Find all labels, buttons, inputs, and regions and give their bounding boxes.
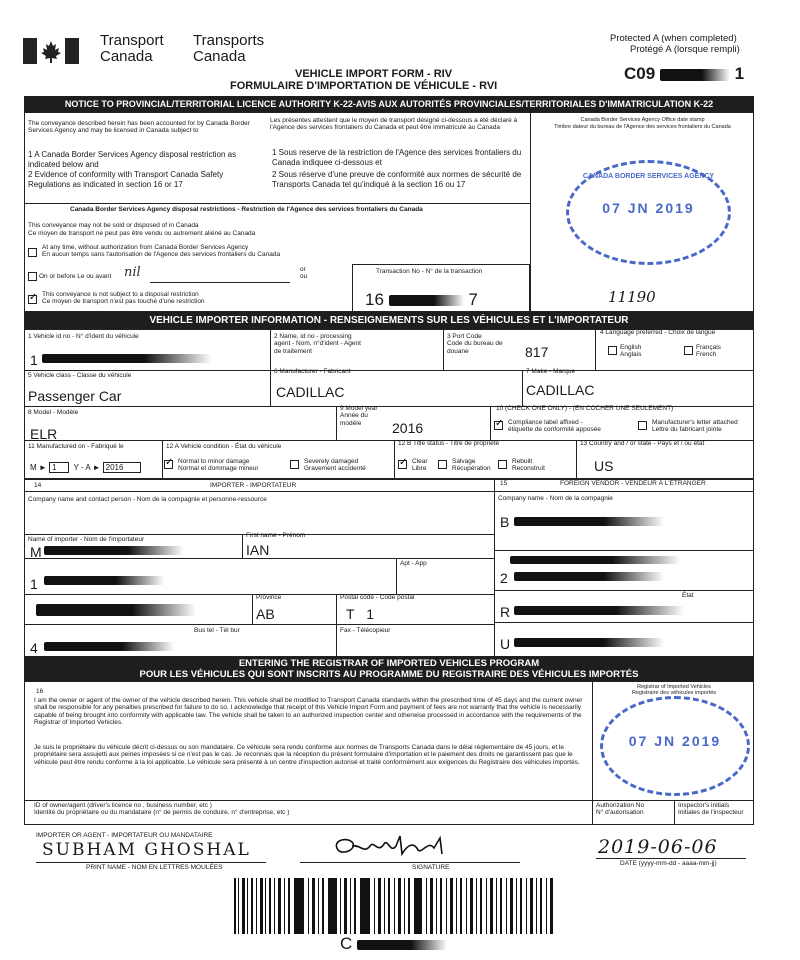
notice-title-bar: NOTICE TO PROVINCIAL/TERRITORIAL LICENCE AUTHORITY K-22-AVIS AUX AUTORITÉS PROVINCIALES/TERRITORIALES D'IMMATRICULATION K-22 bbox=[24, 96, 754, 112]
english-checkbox[interactable] bbox=[608, 346, 617, 355]
notice-item2-en: 2 Evidence of conformity with Transport Canada Safety Regulations as indicated in section 16 or 17 bbox=[28, 170, 224, 189]
model-value: ELR bbox=[30, 426, 58, 442]
year-label: Y - A bbox=[73, 463, 91, 472]
vendor-title: FOREIGN VENDOR - VENDEUR À L'ÉTRANGER bbox=[560, 480, 706, 487]
compliance-label: Compliance label affixed - étiquette de conformité apposée bbox=[508, 419, 601, 434]
postal-label: Postal code - Code postal bbox=[340, 594, 415, 601]
importer-agent-label: IMPORTER OR AGENT - IMPORTATEUR OU MANDATAIRE bbox=[36, 832, 213, 839]
model-year-label: 9 Model year Année du modèle bbox=[340, 405, 378, 427]
manufactured-label: 11 Manufactured on - Fabriqué le bbox=[28, 443, 124, 450]
manufacturer-label: 6 Manufacturer - Fabricant bbox=[274, 368, 351, 375]
notice-item1-fr: 1 Sous reserve de la restriction de l'Agence des services frontaliers du Canada indiquee ci-dessous et bbox=[272, 148, 522, 167]
manufactured-date: M ► 1 Y - A ► 2016 bbox=[30, 462, 141, 473]
protected-en: Protected A (when completed) bbox=[610, 33, 737, 44]
vin-value: 1 bbox=[30, 352, 38, 368]
no-restriction-en: This conveyance is not subject to a disposal restriction bbox=[42, 291, 199, 298]
restriction-option-none[interactable] bbox=[28, 291, 205, 306]
vendor-num: 15 bbox=[500, 480, 508, 487]
company-label: Company name and contact person - Nom de la compagnie et personne-ressource bbox=[28, 496, 267, 503]
cbsa-stamp-agency: CANADA BORDER SERVICES AGENCY bbox=[582, 173, 715, 180]
agent-label: 2 Name, id no - processing agent - Nom, n°d'ident - Agent de traitement bbox=[274, 333, 361, 355]
lang-french-option[interactable] bbox=[696, 344, 721, 359]
handwritten-code: 11190 bbox=[608, 288, 656, 306]
vendor-company-value: B bbox=[500, 514, 510, 530]
anytime-fr: En aucun temps sans l'autorisation de l'Agence des services frontaliers du Canada bbox=[42, 251, 281, 259]
vehicle-section-bar: VEHICLE IMPORTER INFORMATION - RENSEIGNEMENTS SUR LES VÉHICULES ET L'IMPORTATEUR bbox=[24, 312, 754, 329]
cbsa-stamp-date: 07 JN 2019 bbox=[602, 200, 695, 216]
print-name-label: PRINT NAME - NOM EN LETTRES MOULÉES bbox=[86, 864, 223, 871]
registrar-title-en: ENTERING THE REGISTRAR OF IMPORTED VEHICLES PROGRAM bbox=[238, 658, 540, 669]
cbsa-date-stamp bbox=[566, 160, 731, 265]
compliance-option[interactable] bbox=[508, 419, 601, 434]
canada-flag-logo bbox=[23, 38, 79, 64]
cond-normal-label: Normal to minor damage Normal et dommage mineur bbox=[178, 458, 259, 473]
before-label: On or before Le ou avant bbox=[39, 273, 112, 281]
protected-fr: Protégé A (lorsque rempli) bbox=[630, 44, 740, 55]
authorization-label: Authorization No N° d'autorisation bbox=[596, 802, 645, 817]
country-label: 13 Country and / or state - Pays et / ou état bbox=[580, 440, 705, 447]
form-title-fr: FORMULAIRE D'IMPORTATION DE VÉHICULE - RVI bbox=[230, 80, 498, 92]
mfr-letter-option[interactable] bbox=[652, 419, 738, 434]
last-name-label: Name of importer - Nom de l'importateur bbox=[28, 536, 145, 543]
vendor-city-value: R bbox=[500, 604, 511, 620]
french-label: Français French bbox=[696, 344, 721, 359]
make-label: 7 Make - Marque bbox=[526, 368, 576, 375]
class-label: 5 Vehicle class - Classe du véhicule bbox=[28, 372, 132, 379]
signature-image bbox=[330, 832, 450, 862]
form-number: C09 1 bbox=[624, 64, 745, 83]
english-label: English Anglais bbox=[620, 344, 642, 359]
province-label: Province bbox=[256, 594, 282, 601]
transaction-label: Transaction No - N° de la transaction bbox=[376, 268, 483, 275]
title-clear-label: Clear Libre bbox=[412, 458, 428, 473]
notice-text-en: The conveyance described herein has been accounted for by Canada Border Services Agency and may be licensed in Canada subject to bbox=[28, 120, 250, 135]
language-label: 4 Language preferred - Choix de langue bbox=[600, 329, 716, 336]
riv-stamp-label: Registrar of Imported Vehicles Registraire des véhicules importés bbox=[631, 684, 717, 696]
registrar-num: 16 bbox=[36, 688, 44, 695]
registrar-text-fr: Je suis le propriétaire du véhicule décrit ci-dessus ou son mandataire. Ce véhicule sera rendu conforme aux normes de Transports Canada dans le délai réglementaire de 45 jours, et le propriétaire sera assujetti aux peines imposées si ce n'est pas le cas. Je reconnais que la réception du présent formulaire d'importation et le paiement des droits ne garantissent pas que le véhicule peut être rendu conforme à la loi applicable. Le véhicule sera présenté à un centre d'inspection autorisé et traité conformément aux exigences du Registraire des véhicules importés. bbox=[34, 744, 580, 766]
province-value: AB bbox=[256, 606, 275, 622]
month-label: M bbox=[30, 463, 37, 472]
postal-value: T 1 bbox=[346, 606, 378, 622]
anytime-en: At any time, without authorization from Canada Border Services Agency bbox=[42, 244, 249, 251]
barcode bbox=[234, 878, 554, 934]
cbsa-stamp-label: Canada Border Services Agency Office date stamp Timbre dateur du bureau de l'Agence des services frontaliers du Canada bbox=[554, 117, 731, 130]
vendor-state-label: État bbox=[682, 592, 694, 599]
fax-label: Fax - Télécopieur bbox=[340, 627, 391, 634]
riv-date-stamp bbox=[600, 696, 750, 796]
registrar-text-en: I am the owner or agent of the owner of the vehicle described herein. This vehicle shall be modified to Transport Canada standards within the prescribed time of 45 days and the current owner shall be responsible for any penalties prescribed for failure to do so. I acknowledge that receipt of this Vehicle Import Form and payment of fees are not warranty that the vehicle is necessarily capable of being brought into conformity with applicable law. The vehicle shall be taken to an authorized inspection center and otherwise processed in accordance with the requirements of the Registrar of Imported Vehicles. bbox=[34, 697, 583, 727]
port-value: 817 bbox=[525, 344, 549, 360]
title-rebuilt-checkbox[interactable] bbox=[498, 460, 507, 469]
title-salvage-option[interactable] bbox=[452, 458, 491, 473]
title-rebuilt-label: Rebuilt Reconstruit bbox=[512, 458, 545, 473]
restrictions-line-fr: Ce moyen de transport ne peut pas être vendu ou autrement aliéné au Canada bbox=[28, 230, 256, 237]
form-title-en: VEHICLE IMPORT FORM - RIV bbox=[295, 68, 453, 80]
mfr-letter-checkbox[interactable] bbox=[638, 421, 647, 430]
importer-title: IMPORTER - IMPORTATEUR bbox=[210, 482, 297, 489]
title-salvage-checkbox[interactable] bbox=[438, 460, 447, 469]
restrictions-line-en: This conveyance may not be sold or disposed of in Canada bbox=[28, 222, 199, 229]
first-name-value: IAN bbox=[246, 542, 270, 558]
cond-normal-option[interactable] bbox=[178, 458, 259, 473]
cond-severe-label: Severely damaged Gravement accidenté bbox=[304, 458, 366, 473]
transaction-value: 16 7 bbox=[365, 290, 478, 309]
check-one-label: 10 (CHECK ONE ONLY) - (EN COCHER UNE SEULEMENT) bbox=[496, 405, 674, 412]
date-label: DATE (yyyy-mm-dd - aaaa-mm-jj) bbox=[620, 860, 717, 867]
importer-num: 14 bbox=[34, 482, 42, 489]
vin-label: 1 Vehicle id no - N° d'ident du véhicule bbox=[28, 333, 139, 340]
before-checkbox[interactable] bbox=[28, 272, 37, 281]
restrictions-title: Canada Border Services Agency disposal restrictions - Restriction de l'Agence des services frontaliers du Canada bbox=[70, 206, 423, 213]
title-clear-checkbox[interactable] bbox=[398, 460, 407, 469]
french-checkbox[interactable] bbox=[684, 346, 693, 355]
cond-severe-option[interactable] bbox=[304, 458, 366, 473]
notice-item1-en: 1 A Canada Border Services Agency disposal restriction as indicated below and bbox=[28, 150, 237, 169]
model-label: 8 Model - Modèle bbox=[28, 409, 79, 416]
owner-id-label: ID of owner/agent (driver's licence no , business number, etc ) Identité du propriétaire ou du mandataire (n° de permis de conduire, n° d'entreprise, etc ) bbox=[34, 802, 290, 817]
mfr-letter-label: Manufacturer's letter attached Lettre du fabricant jointe bbox=[652, 419, 738, 434]
port-label: 3 Port Code Code du bureau de douane bbox=[447, 333, 503, 355]
handwritten-nil: nil bbox=[124, 265, 141, 280]
lang-english-option[interactable] bbox=[620, 344, 641, 359]
inspector-label: Inspector's initials Initiales de l'inspecteur bbox=[678, 802, 744, 817]
title-rebuilt-option[interactable] bbox=[512, 458, 545, 473]
cond-normal-checkbox[interactable] bbox=[164, 460, 173, 469]
date-value: 2019-06-06 bbox=[598, 836, 718, 858]
title-salvage-label: Salvage Récupération bbox=[452, 458, 491, 473]
no-restriction-checkbox[interactable] bbox=[28, 295, 37, 304]
agency-name-fr: Transports Canada bbox=[193, 32, 265, 65]
vendor-country-value: U bbox=[500, 636, 511, 652]
registrar-title-fr: POUR LES VÉHICULES QUI SONT INSCRITS AU PROGRAMME DU REGISTRAIRE DES VÉHICULES IMPORTÉS bbox=[139, 669, 639, 680]
compliance-checkbox[interactable] bbox=[494, 421, 503, 430]
bus-tel-label: Bus tel - Tél bur bbox=[194, 627, 240, 634]
make-value: CADILLAC bbox=[526, 382, 595, 398]
or-label: or ou bbox=[300, 266, 308, 281]
notice-item2-fr: 2 Sous réserve d'une preuve de conformité aux normes de sécurité de Transports Canada tel qu'indiqué à la section 16 ou 17 bbox=[272, 170, 522, 189]
anytime-checkbox[interactable] bbox=[28, 248, 37, 257]
notice-text-fr: Les présentes attestent que le moyen de transport désigné ci-dessous a été déclaré à l'Agence des services frontaliers du Canada et peut être immatriculé au Canada bbox=[270, 117, 518, 132]
manufacturer-value: CADILLAC bbox=[276, 384, 345, 400]
phone-value: 4 bbox=[30, 640, 38, 656]
agency-name-en: Transport Canada bbox=[100, 32, 164, 65]
country-value: US bbox=[594, 458, 614, 474]
restriction-option-before[interactable] bbox=[28, 272, 111, 281]
last-name-value: M bbox=[30, 544, 42, 560]
riv-stamp-date: 07 JN 2019 bbox=[628, 733, 722, 749]
title-clear-option[interactable] bbox=[412, 458, 428, 473]
first-name-label: First name - Prénom bbox=[246, 532, 306, 539]
vehicle-section-box bbox=[24, 329, 754, 479]
address-value: 1 bbox=[30, 576, 38, 592]
signature-label: SIGNATURE bbox=[412, 864, 450, 871]
no-restriction-fr: Ce moyen de transport n'est pas touché d'une restriction bbox=[42, 298, 205, 306]
title-status-label: 12 B Title status - Titre de propriété bbox=[398, 440, 500, 447]
cond-severe-checkbox[interactable] bbox=[290, 460, 299, 469]
print-name-value: SUBHAM GHOSHAL bbox=[42, 840, 251, 860]
month-value: 1 bbox=[49, 462, 69, 473]
year-value: 2016 bbox=[103, 462, 141, 473]
condition-label: 12 A Vehicle condition - État du véhicule bbox=[166, 443, 282, 450]
restriction-option-anytime[interactable] bbox=[28, 244, 280, 259]
apt-label: Apt - App bbox=[400, 560, 427, 567]
barcode-caption: C bbox=[340, 934, 447, 954]
registrar-title-bar bbox=[24, 657, 754, 681]
vendor-address-value: 2 bbox=[500, 570, 508, 586]
vendor-company-label: Company name - Nom de la compagnie bbox=[498, 495, 613, 502]
class-value: Passenger Car bbox=[28, 388, 122, 404]
model-year-value: 2016 bbox=[392, 420, 424, 436]
